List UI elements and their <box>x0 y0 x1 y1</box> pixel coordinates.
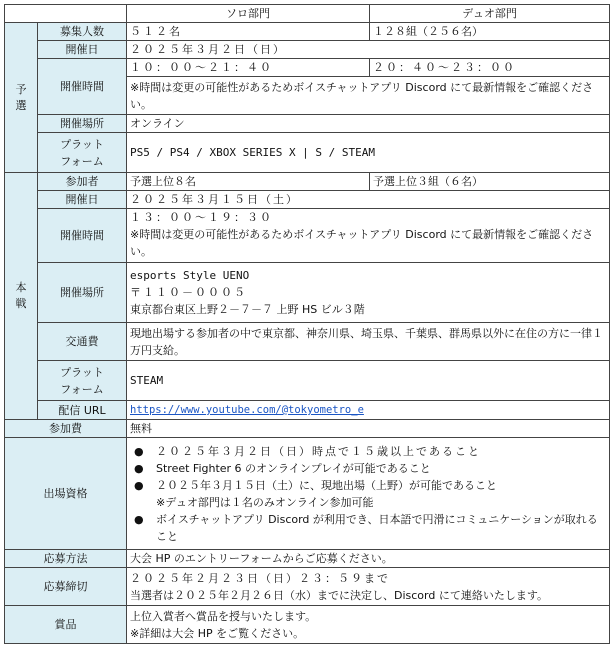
qualifier-venue-label: 開催場所 <box>38 115 127 133</box>
venue-name: esports Style UENO <box>130 269 250 282</box>
deadline-datetime: ２０２５年２月２３日（日）２３：５９まで <box>130 571 390 585</box>
main-transport-label: 交通費 <box>38 323 127 361</box>
qualifier-time-note: ※時間は変更の可能性があるためボイスチャットアプリ Discord にて最新情報をご確認ください。 <box>127 77 610 115</box>
main-stream-cell <box>127 401 610 420</box>
deadline-announcement: 当選者は２０２５年２月２６日（水）までに決定し、Discord にて連絡いたします。 <box>130 588 548 602</box>
qualifier-time-solo: １０：００～２１：４０ <box>127 59 370 77</box>
qualifier-date-label: 開催日 <box>38 41 127 59</box>
prize-line: 上位入賞者へ賞品を授与いたします。 <box>130 609 317 623</box>
prize-value <box>127 606 610 644</box>
main-venue-value <box>127 263 610 323</box>
venue-postal: 〒１１０－０００５ <box>130 286 247 299</box>
main-participants-label: 参加者 <box>38 173 127 191</box>
eligibility-list-cell <box>127 438 610 550</box>
main-date-label: 開催日 <box>38 191 127 209</box>
eligibility-list <box>130 443 606 545</box>
header-duo: デュオ部門 <box>370 5 610 23</box>
header-solo: ソロ部門 <box>127 5 370 23</box>
deadline-label: 応募締切 <box>5 568 127 606</box>
bullet-icon: ● <box>134 478 144 492</box>
qualifier-platform-value: PS5 / PS4 / XBOX SERIES X | S / STEAM <box>127 133 610 173</box>
main-participants-solo: 予選上位８名 <box>127 173 370 191</box>
main-participants-duo: 予選上位３組（６名） <box>370 173 610 191</box>
qualifier-capacity-label: 募集人数 <box>38 23 127 41</box>
fee-label: 参加費 <box>5 420 127 438</box>
qualifier-venue-value: オンライン <box>127 115 610 133</box>
main-transport-value: 現地出場する参加者の中で東京都、神奈川県、埼玉県、千葉県、群馬県以外に在住の方に一律１万円支給。 <box>127 323 610 361</box>
main-date-value: ２０２５年３月１５日（土） <box>127 191 610 209</box>
eligibility-item: ● Street Fighter 6 のオンラインプレイが可能であること <box>134 461 431 475</box>
bullet-icon: ● <box>134 512 144 526</box>
bullet-icon: ● <box>134 461 144 475</box>
main-platform-label: プラット フォーム <box>38 361 127 401</box>
deadline-value <box>127 568 610 606</box>
eligibility-item: ● ボイスチャットアプリ Discord が利用でき、日本語で円滑にコミュニケーションが取れること <box>134 512 598 543</box>
eligibility-duo-note: ※デュオ部門は１名のみオンライン参加可能 <box>156 495 374 509</box>
tournament-info-table <box>4 4 610 644</box>
qualifier-capacity-solo: ５１２名 <box>127 23 370 41</box>
main-time-label: 開催時間 <box>38 209 127 263</box>
apply-method-value: 大会 HP のエントリーフォームからご応募ください。 <box>127 550 610 568</box>
main-stream-label: 配信 URL <box>38 401 127 420</box>
header-corner-cell <box>5 5 127 23</box>
main-section-label: 本 戦 <box>5 173 38 420</box>
qualifier-time-duo: ２０：４０～２３：００ <box>370 59 610 77</box>
main-time-note: ※時間は変更の可能性があるためボイスチャットアプリ Discord にて最新情報をご確認ください。 <box>130 228 594 258</box>
eligibility-item: ● ２０２５年３月１５日（土）に、現地出場（上野）が可能であること <box>134 478 497 492</box>
main-venue-label: 開催場所 <box>38 263 127 323</box>
prize-label: 賞品 <box>5 606 127 644</box>
bullet-icon: ● <box>134 444 144 458</box>
stream-url-link[interactable]: https://www.youtube.com/@tokyometro_e <box>130 404 364 416</box>
fee-value: 無料 <box>127 420 610 438</box>
qualifier-capacity-duo: １２８組（２５６名） <box>370 23 610 41</box>
main-platform-value: STEAM <box>127 361 610 401</box>
prize-note: ※詳細は大会 HP をご覧ください。 <box>130 626 305 640</box>
eligibility-item: ● ２０２５年３月２日（日）時点で１５歳以上であること <box>134 444 481 458</box>
qualifier-date-value: ２０２５年３月２日（日） <box>127 41 610 59</box>
main-time-value: １３：００～１９：３０ ※時間は変更の可能性があるためボイスチャットアプリ Discord にて最新情報をご確認ください。 <box>127 209 610 263</box>
qualifier-platform-label: プラット フォーム <box>38 133 127 173</box>
venue-address: 東京都台東区上野２－７－７ 上野 HS ビル３階 <box>130 303 365 316</box>
apply-method-label: 応募方法 <box>5 550 127 568</box>
qualifier-time-label: 開催時間 <box>38 59 127 115</box>
qualifier-section-label: 予 選 <box>5 23 38 173</box>
eligibility-label: 出場資格 <box>5 438 127 550</box>
